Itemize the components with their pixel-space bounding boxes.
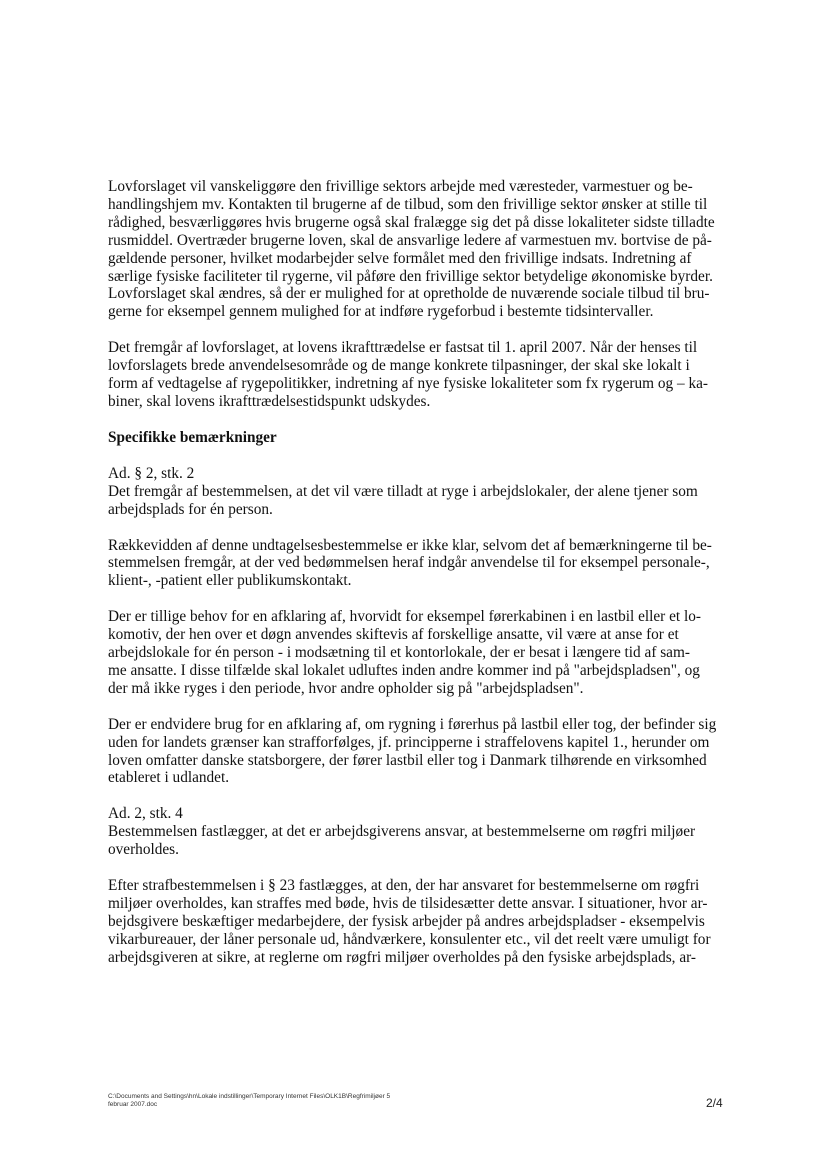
text-line: særlige fysiske faciliteter til rygerne, vil påføre den frivillige sektor betydelige økonomiske byrder. (108, 267, 713, 285)
text-line: arbejdsgiveren at sikre, at reglerne om røgfri miljøer overholdes på den fysiske arbejdsplads, ar- (108, 948, 696, 966)
text-line: me ansatte. I disse tilfælde skal lokalet udluftes inden andre kommer ind på "arbejdspladsen", og (108, 661, 700, 679)
document-body (108, 178, 770, 985)
text-line: rådighed, besværliggøres hvis brugerne også skal fralægge sig det på disse lokaliteter sidste tilladte (108, 213, 715, 231)
paragraph-s1-p1 (108, 483, 770, 519)
text-line: vikarbureauer, der låner personale ud, håndværkere, konsulenter etc., vil det reelt være umuligt for (108, 930, 711, 948)
page-number: 2/4 (706, 1096, 723, 1110)
text-line: arbejdsplads for én person. (108, 500, 273, 518)
text-line: stemmelsen fremgår, at der ved bedømmelsen heraf indgår anvendelse til for eksempel personale-, (108, 554, 710, 572)
text-line: miljøer overholdes, kan straffes med bøde, hvis de tilsidesætter dette ansvar. I situationer, hvor ar- (108, 895, 708, 912)
paragraph-s2-p2 (108, 877, 770, 967)
text-line: handlingshjem mv. Kontakten til brugerne af de tilbud, som den frivillige sektor ønsker at stille til (108, 195, 708, 213)
text-line: komotiv, der hen over et døgn anvendes skiftevis af forskellige ansatte, vil være at anse for et (108, 626, 679, 644)
paragraph-s2-p1 (108, 823, 770, 859)
footer-path-line: februar 2007.doc (108, 1100, 158, 1108)
subheading-ad-2-stk-4: Ad. 2, stk. 4 (108, 805, 183, 823)
footer-file-path (108, 1093, 428, 1108)
paragraph-s1-p2 (108, 537, 770, 591)
text-line: rusmiddel. Overtræder brugerne loven, skal de ansvarlige ledere af varmestuen mv. bortvise de på- (108, 231, 712, 249)
text-line: arbejdslokale for én person - i modsætning til et kontorlokale, der er besat i længere tid af sam- (108, 644, 690, 662)
text-line: Rækkevidden af denne undtagelsesbestemmelse er ikke klar, selvom det af bemærkningerne til be- (108, 536, 712, 554)
text-line: bejdsgivere beskæftiger medarbejdere, der fysisk arbejder på andres arbejdspladser - eksempelvis (108, 912, 705, 930)
text-line: gældende personer, hvilket modarbejder selve formålet med den frivillige indsats. Indretning af (108, 249, 692, 267)
text-line: biner, skal lovens ikrafttrædelsestidspunkt udskydes. (108, 392, 431, 410)
text-line: Der er endvidere brug for en afklaring af, om rygning i førerhus på lastbil eller tog, der befinder sig (108, 715, 717, 733)
text-line: der må ikke ryges i den periode, hvor andre opholder sig på "arbejdspladsen". (108, 679, 584, 697)
paragraph-ikrafttraedelse (108, 339, 770, 411)
text-line: loven omfatter danske statsborgere, der fører lastbil eller tog i Danmark tilhørende en virksomhed (108, 751, 707, 769)
text-line: overholdes. (108, 841, 179, 859)
subheading-ad-2-stk-2: Ad. § 2, stk. 2 (108, 464, 195, 482)
section-heading: Specifikke bemærkninger (108, 428, 277, 446)
text-line: Efter strafbestemmelsen i § 23 fastlægges, at den, der har ansvaret for bestemmelserne om røgfri (108, 877, 700, 895)
text-line: Det fremgår af lovforslaget, at lovens ikrafttrædelse er fastsat til 1. april 2007. Når der henses til (108, 339, 698, 357)
paragraph-s1-p4 (108, 716, 770, 788)
text-line: klient-, -patient eller publikumskontakt. (108, 572, 352, 590)
footer-path-line: C:\Documents and Settings\hn\Lokale indstillinger\Temporary Internet Files\OLK1B\Regfrimiljøer 5 (108, 1093, 391, 1100)
text-line: Lovforslaget skal ændres, så der er mulighed for at opretholde de nuværende sociale tilbud til bru- (108, 285, 710, 303)
text-line: form af vedtagelse af rygepolitikker, indretning af nye fysiske lokaliteter som fx rygerum og – ka- (108, 375, 709, 393)
text-line: Lovforslaget vil vanskeliggøre den frivillige sektors arbejde med væresteder, varmestuer og be- (108, 178, 693, 195)
text-line: Der er tillige behov for en afklaring af, hvorvidt for eksempel førerkabinen i en lastbil eller et lo- (108, 608, 701, 626)
text-line: gerne for eksempel gennem mulighed for at indføre rygeforbud i bestemte tidsintervaller. (108, 303, 654, 321)
paragraph-frivillige-sektor (108, 178, 770, 321)
text-line: lovforslagets brede anvendelsesområde og de mange konkrete tilpasninger, der skal ske lokalt i (108, 357, 690, 375)
text-line: etableret i udlandet. (108, 769, 230, 787)
text-line: uden for landets grænser kan strafforfølges, jf. principperne i straffelovens kapitel 1., herunder om (108, 733, 710, 751)
paragraph-s1-p3 (108, 608, 770, 698)
text-line: Bestemmelsen fastlægger, at det er arbejdsgiverens ansvar, at bestemmelserne om røgfri miljøer (108, 823, 696, 841)
text-line: Det fremgår af bestemmelsen, at det vil være tilladt at ryge i arbejdslokaler, der alene tjener som (108, 482, 698, 500)
